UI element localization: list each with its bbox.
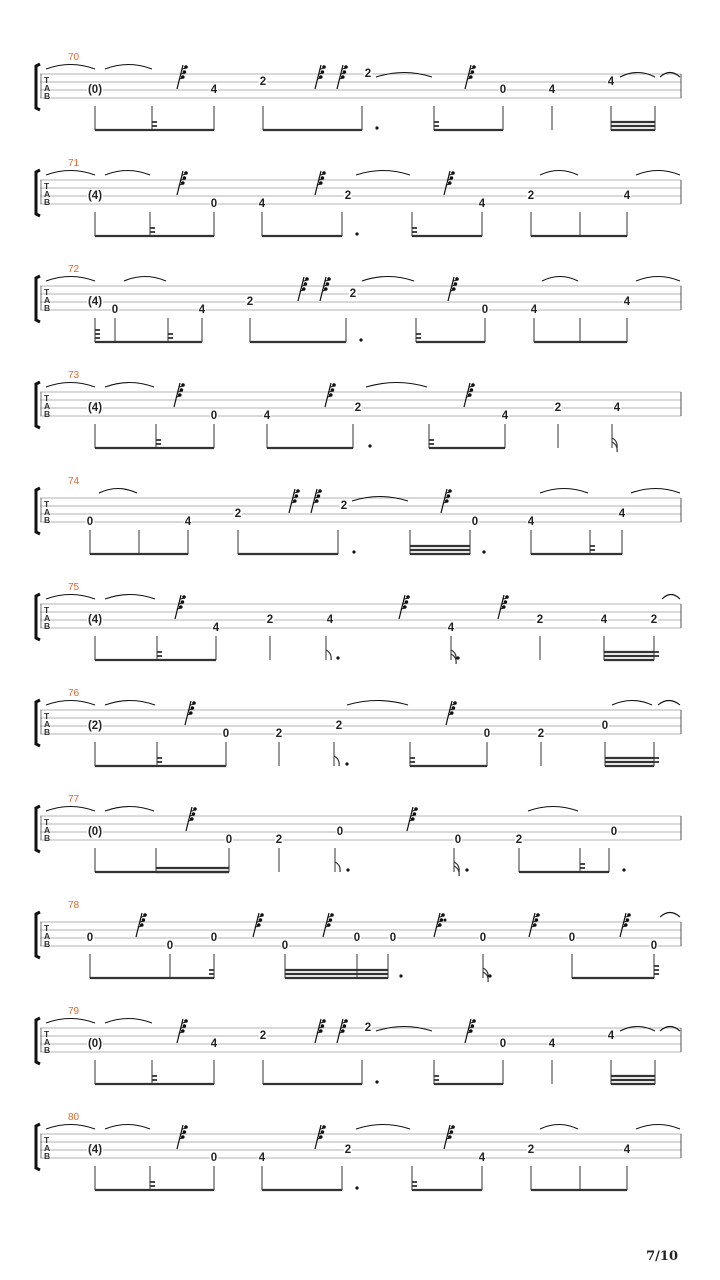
fret-number: 2 — [259, 76, 267, 88]
fret-number: 2 — [340, 500, 348, 512]
fret-number: 4 — [623, 296, 631, 308]
tab-clef-letter: B — [44, 833, 51, 843]
tie-arc — [631, 489, 680, 494]
tab-clef-letter: T — [44, 287, 50, 297]
rest-symbol — [444, 1125, 455, 1149]
system-bracket — [36, 806, 40, 852]
tab-clef-letter: B — [44, 197, 51, 207]
fret-number: 0 — [336, 826, 344, 838]
fret-number: 4 — [184, 516, 192, 528]
tab-staff-lines — [40, 816, 681, 840]
tab-clef-letter: A — [44, 613, 51, 623]
fret-number: 4 — [258, 198, 266, 210]
fret-number: 0 — [111, 304, 119, 316]
rest-symbol — [177, 65, 188, 89]
tab-clef-letter: A — [44, 825, 51, 835]
fret-number: 2 — [650, 614, 658, 626]
tab-clef-letter: A — [44, 719, 51, 729]
fret-number: (2) — [87, 720, 103, 732]
fret-number: 0 — [210, 932, 218, 944]
measure-number: 77 — [68, 794, 80, 805]
tab-system — [0, 794, 720, 900]
fret-number: 0 — [225, 834, 233, 846]
tab-clef-letter: A — [44, 295, 51, 305]
fret-number: 4 — [447, 622, 455, 634]
duration-dot — [355, 232, 358, 235]
tie-arc — [660, 73, 680, 78]
fret-number: 0 — [86, 932, 94, 944]
measure-number: 72 — [68, 264, 80, 275]
duration-dot — [465, 868, 468, 871]
tie-arc — [105, 383, 154, 388]
fret-number: 4 — [623, 1144, 631, 1156]
rest-symbol — [320, 277, 331, 301]
rest-symbol — [399, 595, 410, 619]
tie-arc — [636, 277, 680, 282]
fret-number: 2 — [354, 402, 362, 414]
tie-arc — [347, 701, 408, 706]
fret-number: 4 — [600, 614, 608, 626]
rest-symbol — [323, 913, 334, 937]
rest-symbol — [464, 383, 475, 407]
system-bracket — [36, 382, 40, 428]
rest-symbol — [186, 807, 197, 831]
fret-number: 0 — [389, 932, 397, 944]
rest-symbol — [289, 489, 300, 513]
tab-staff-lines — [40, 710, 681, 734]
tab-clef-letter: T — [44, 817, 50, 827]
tab-clef-letter: A — [44, 83, 51, 93]
rest-symbol — [434, 913, 445, 937]
tie-arc — [46, 65, 95, 70]
rest-symbol — [253, 913, 264, 937]
fret-number: 4 — [530, 304, 538, 316]
tie-arc — [542, 277, 578, 282]
fret-number: (4) — [87, 296, 103, 308]
measure-number: 79 — [68, 1006, 80, 1017]
tie-arc — [376, 1027, 432, 1032]
fret-number: 0 — [601, 720, 609, 732]
tie-arc — [105, 807, 154, 812]
tab-clef-letter: B — [44, 939, 51, 949]
rest-symbol — [620, 913, 631, 937]
tab-clef-letter: A — [44, 1037, 51, 1047]
note-flag — [326, 650, 331, 660]
duration-dot — [488, 974, 491, 977]
rest-symbol — [177, 171, 188, 195]
measure-number: 74 — [68, 476, 80, 487]
tie-arc — [376, 73, 432, 78]
rest-symbol — [311, 489, 322, 513]
tab-system — [0, 1112, 720, 1218]
fret-number: 4 — [548, 84, 556, 96]
rest-symbol — [337, 65, 348, 89]
page-number: 7/10 — [646, 1249, 678, 1264]
rest-symbol — [446, 701, 457, 725]
fret-number: 0 — [222, 728, 230, 740]
tab-clef-letter: T — [44, 711, 50, 721]
tab-clef-letter: B — [44, 515, 51, 525]
fret-number: 0 — [610, 826, 618, 838]
duration-dot — [352, 550, 355, 553]
tie-arc — [46, 383, 95, 388]
rest-symbol — [444, 171, 455, 195]
tab-clef-letter: B — [44, 303, 51, 313]
fret-number: 4 — [548, 1038, 556, 1050]
tie-arc — [540, 171, 578, 176]
tie-arc — [620, 1027, 655, 1032]
measure-number: 70 — [68, 52, 80, 63]
fret-number: 0 — [568, 932, 576, 944]
rest-symbol — [325, 383, 336, 407]
fret-number: (4) — [87, 190, 103, 202]
fret-number: (4) — [87, 614, 103, 626]
tab-clef-letter: T — [44, 1029, 50, 1039]
measure-number: 73 — [68, 370, 80, 381]
measure-number: 75 — [68, 582, 80, 593]
duration-dot — [482, 550, 485, 553]
tab-system — [0, 900, 720, 1006]
rest-symbol — [315, 1125, 326, 1149]
tie-arc — [540, 1125, 578, 1130]
tab-staff-lines — [40, 286, 681, 310]
rest-symbol — [298, 277, 309, 301]
fret-number: 4 — [618, 508, 626, 520]
tab-staff-lines — [40, 498, 681, 522]
tie-arc — [660, 1027, 680, 1032]
tab-clef-letter: B — [44, 409, 51, 419]
duration-dot — [399, 974, 402, 977]
fret-number: 0 — [483, 728, 491, 740]
tie-arc — [105, 171, 150, 176]
system-bracket — [36, 488, 40, 534]
fret-number: 4 — [326, 614, 334, 626]
tie-arc — [46, 1019, 95, 1024]
rest-symbol — [177, 1019, 188, 1043]
fret-number: 4 — [478, 198, 486, 210]
tab-staff-lines — [40, 1028, 681, 1052]
tie-arc — [124, 277, 166, 282]
fret-number: 2 — [246, 296, 254, 308]
tab-clef-letter: A — [44, 931, 51, 941]
tie-arc — [105, 1125, 150, 1130]
fret-number: (4) — [87, 1144, 103, 1156]
fret-number: 2 — [266, 614, 274, 626]
tie-arc — [620, 73, 655, 78]
tie-arc — [46, 171, 95, 176]
fret-number: 2 — [275, 834, 283, 846]
fret-number: 0 — [166, 940, 174, 952]
fret-number: (4) — [87, 402, 103, 414]
fret-number: 0 — [210, 198, 218, 210]
rest-symbol — [315, 65, 326, 89]
fret-number: 0 — [86, 516, 94, 528]
duration-dot — [368, 444, 371, 447]
fret-number: 4 — [198, 304, 206, 316]
fret-number: 0 — [481, 304, 489, 316]
tab-system — [0, 582, 720, 688]
tab-clef-letter: T — [44, 605, 50, 615]
tab-staff-lines — [40, 604, 681, 628]
rest-symbol — [177, 1125, 188, 1149]
fret-number: 4 — [527, 516, 535, 528]
fret-number: 2 — [527, 190, 535, 202]
tab-system — [0, 688, 720, 794]
measure-number: 80 — [68, 1112, 80, 1123]
rest-symbol — [465, 65, 476, 89]
fret-number: 0 — [210, 1152, 218, 1164]
fret-number: 4 — [607, 76, 615, 88]
fret-number: 2 — [349, 288, 357, 300]
fret-number: 4 — [210, 84, 218, 96]
tie-arc — [46, 1125, 95, 1130]
fret-number: (0) — [87, 1038, 103, 1050]
fret-number: 0 — [281, 940, 289, 952]
fret-number: (0) — [87, 84, 103, 96]
system-bracket — [36, 1124, 40, 1170]
duration-dot — [375, 1080, 378, 1083]
tie-arc — [46, 595, 95, 600]
tab-clef-letter: T — [44, 181, 50, 191]
tab-system — [0, 476, 720, 582]
rest-symbol — [441, 489, 452, 513]
tie-arc — [105, 65, 152, 70]
fret-number: 4 — [258, 1152, 266, 1164]
tab-system — [0, 1006, 720, 1112]
tie-arc — [612, 701, 652, 706]
rest-symbol — [448, 277, 459, 301]
fret-number: 4 — [501, 410, 509, 422]
tab-clef-letter: A — [44, 189, 51, 199]
fret-number: 0 — [210, 410, 218, 422]
tie-arc — [540, 489, 588, 494]
fret-number: 0 — [499, 84, 507, 96]
tie-arc — [366, 383, 427, 388]
system-bracket — [36, 594, 40, 640]
tab-clef-letter: A — [44, 401, 51, 411]
duration-dot — [359, 338, 362, 341]
system-bracket — [36, 170, 40, 216]
tie-arc — [636, 171, 680, 176]
tie-arc — [356, 1125, 410, 1130]
tie-arc — [356, 171, 410, 176]
rest-symbol — [407, 807, 418, 831]
fret-number: 2 — [527, 1144, 535, 1156]
tie-arc — [46, 277, 95, 282]
tab-system — [0, 370, 720, 476]
tab-system — [0, 52, 720, 158]
system-bracket — [36, 276, 40, 322]
tie-arc — [660, 913, 680, 918]
tab-clef-letter: T — [44, 1135, 50, 1145]
tab-clef-letter: B — [44, 621, 51, 631]
fret-number: 4 — [263, 410, 271, 422]
measure-number: 78 — [68, 900, 80, 911]
tie-arc — [105, 595, 155, 600]
rest-symbol — [465, 1019, 476, 1043]
fret-number: 2 — [536, 614, 544, 626]
tie-arc — [99, 489, 137, 494]
fret-number: 2 — [364, 1022, 372, 1034]
fret-number: 0 — [499, 1038, 507, 1050]
fret-number: 2 — [554, 402, 562, 414]
tab-clef-letter: B — [44, 1151, 51, 1161]
fret-number: 2 — [259, 1030, 267, 1042]
tie-arc — [46, 807, 95, 812]
fret-number: 0 — [650, 940, 658, 952]
note-flag — [334, 756, 339, 766]
system-bracket — [36, 64, 40, 110]
rest-symbol — [315, 1019, 326, 1043]
measure-number: 76 — [68, 688, 80, 699]
fret-number: 0 — [353, 932, 361, 944]
fret-number: 2 — [515, 834, 523, 846]
tie-arc — [636, 1125, 680, 1130]
duration-dot — [355, 1186, 358, 1189]
fret-number: 0 — [479, 932, 487, 944]
rest-symbol — [498, 595, 509, 619]
tab-clef-letter: A — [44, 507, 51, 517]
tab-clef-letter: T — [44, 75, 50, 85]
fret-number: 2 — [344, 1144, 352, 1156]
note-flag — [335, 862, 340, 872]
fret-number: 4 — [212, 622, 220, 634]
fret-number: 2 — [344, 190, 352, 202]
tab-system — [0, 264, 720, 370]
rest-symbol — [175, 595, 186, 619]
tie-arc — [105, 701, 155, 706]
duration-dot — [456, 656, 459, 659]
fret-number: 0 — [471, 516, 479, 528]
rest-symbol — [174, 383, 185, 407]
measure-number: 71 — [68, 158, 80, 169]
tie-arc — [662, 595, 680, 600]
rest-symbol — [136, 913, 147, 937]
system-bracket — [36, 700, 40, 746]
tie-arc — [362, 277, 414, 282]
fret-number: 2 — [537, 728, 545, 740]
rest-symbol — [185, 701, 196, 725]
tie-arc — [105, 1019, 152, 1024]
rest-symbol — [337, 1019, 348, 1043]
duration-dot — [622, 868, 625, 871]
fret-number: 2 — [275, 728, 283, 740]
fret-number: 2 — [234, 508, 242, 520]
tab-staff-lines — [40, 74, 681, 98]
tab-staff-lines — [40, 180, 681, 204]
fret-number: 2 — [364, 68, 372, 80]
tab-clef-letter: A — [44, 1143, 51, 1153]
tab-clef-letter: B — [44, 91, 51, 101]
tab-clef-letter: T — [44, 393, 50, 403]
rest-dot — [444, 919, 447, 922]
tie-arc — [658, 701, 680, 706]
fret-number: 2 — [335, 720, 343, 732]
fret-number: 4 — [210, 1038, 218, 1050]
fret-number: 4 — [607, 1030, 615, 1042]
tab-clef-letter: T — [44, 923, 50, 933]
tab-clef-letter: B — [44, 727, 51, 737]
fret-number: 4 — [623, 190, 631, 202]
fret-number: (0) — [87, 826, 103, 838]
duration-dot — [345, 762, 348, 765]
tie-arc — [528, 807, 578, 812]
tab-staff-lines — [40, 1134, 681, 1158]
duration-dot — [346, 868, 349, 871]
tab-clef-letter: B — [44, 1045, 51, 1055]
tab-clef-letter: T — [44, 499, 50, 509]
fret-number: 0 — [454, 834, 462, 846]
system-bracket — [36, 1018, 40, 1064]
rest-symbol — [529, 913, 540, 937]
tab-system — [0, 158, 720, 264]
fret-number: 4 — [478, 1152, 486, 1164]
duration-dot — [336, 656, 339, 659]
system-bracket — [36, 912, 40, 958]
fret-number: 4 — [613, 402, 621, 414]
tie-arc — [46, 701, 95, 706]
rest-symbol — [315, 171, 326, 195]
tie-arc — [352, 497, 408, 502]
duration-dot — [375, 126, 378, 129]
